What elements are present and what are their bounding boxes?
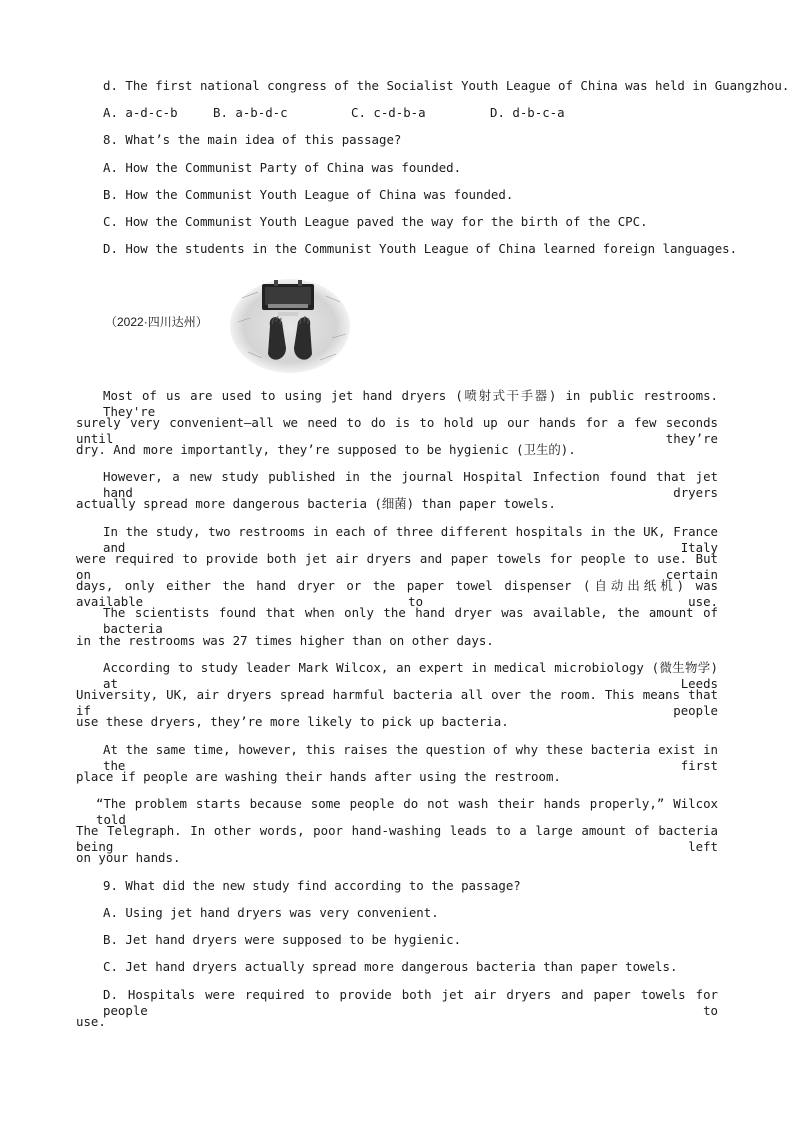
q9-option-d-continued: use.	[76, 1014, 106, 1029]
q8-question: 8. What’s the main idea of this passage?	[103, 132, 402, 147]
passage-line: place if people are washing their hands after using the restroom.	[76, 769, 561, 784]
q8-option-c: C. How the Communist Youth League paved the way for the birth of the CPC.	[103, 214, 648, 229]
passage-line: University, UK, air dryers spread harmful bacteria all over the room. This means that if people	[76, 687, 718, 718]
hand-dryer-photo	[228, 278, 352, 374]
passage-line: In the study, two restrooms in each of three different hospitals in the UK, France and Italy	[103, 524, 718, 555]
passage-line: However, a new study published in the journal Hospital Infection found that jet hand dryers	[103, 469, 718, 500]
q9-option-c: C. Jet hand dryers actually spread more dangerous bacteria than paper towels.	[103, 959, 678, 974]
passage-line: dry. And more importantly, they’re supposed to be hygienic (卫生的).	[76, 442, 576, 457]
passage-line: Most of us are used to using jet hand dryers (喷射式干手器) in public restrooms. They're	[103, 388, 718, 419]
q9-option-b: B. Jet hand dryers were supposed to be hygienic.	[103, 932, 462, 947]
passage-line: surely very convenient—all we need to do is to hold up our hands for a few seconds until they’re	[76, 415, 718, 446]
q9-option-a: A. Using jet hand dryers was very convenient.	[103, 905, 439, 920]
q7-option-c: C. c-d-b-a	[351, 105, 426, 120]
passage-line: in the restrooms was 27 times higher than on other days.	[76, 633, 494, 648]
passage-line: At the same time, however, this raises the question of why these bacteria exist in the first	[103, 742, 718, 773]
q9-question: 9. What did the new study find according to the passage?	[103, 878, 521, 893]
q7-item-d: d. The first national congress of the Socialist Youth League of China was held in Guangzhou.	[103, 78, 790, 93]
q7-option-d: D. d-b-c-a	[490, 105, 565, 120]
q7-option-b: B. a-b-d-c	[213, 105, 288, 120]
passage-line: on your hands.	[76, 850, 181, 865]
q7-option-a: A. a-d-c-b	[103, 105, 178, 120]
q9-option-d: D. Hospitals were required to provide both jet air dryers and paper towels for people to	[103, 987, 718, 1018]
passage-line: actually spread more dangerous bacteria (细菌) than paper towels.	[76, 496, 556, 511]
q8-option-a: A. How the Communist Party of China was founded.	[103, 160, 462, 175]
passage-line: According to study leader Mark Wilcox, an expert in medical microbiology (微生物学) at Leeds	[103, 660, 718, 691]
passage-line: were required to provide both jet air dryers and paper towels for people to use. But on certain	[76, 551, 718, 582]
passage-line: days, only either the hand dryer or the paper towel dispenser (自动出纸机) was available to use.	[76, 578, 718, 609]
source-tag: （2022·四川达州）	[105, 315, 208, 329]
passage-line: use these dryers, they’re more likely to pick up bacteria.	[76, 714, 509, 729]
passage-line: “The problem starts because some people do not wash their hands properly,” Wilcox told	[96, 796, 718, 827]
q8-option-d: D. How the students in the Communist Youth League of China learned foreign languages.	[103, 241, 738, 256]
passage-line: The scientists found that when only the hand dryer was available, the amount of bacteria	[103, 605, 718, 636]
passage-line: The Telegraph. In other words, poor hand-washing leads to a large amount of bacteria being left	[76, 823, 718, 854]
q8-option-b: B. How the Communist Youth League of China was founded.	[103, 187, 514, 202]
